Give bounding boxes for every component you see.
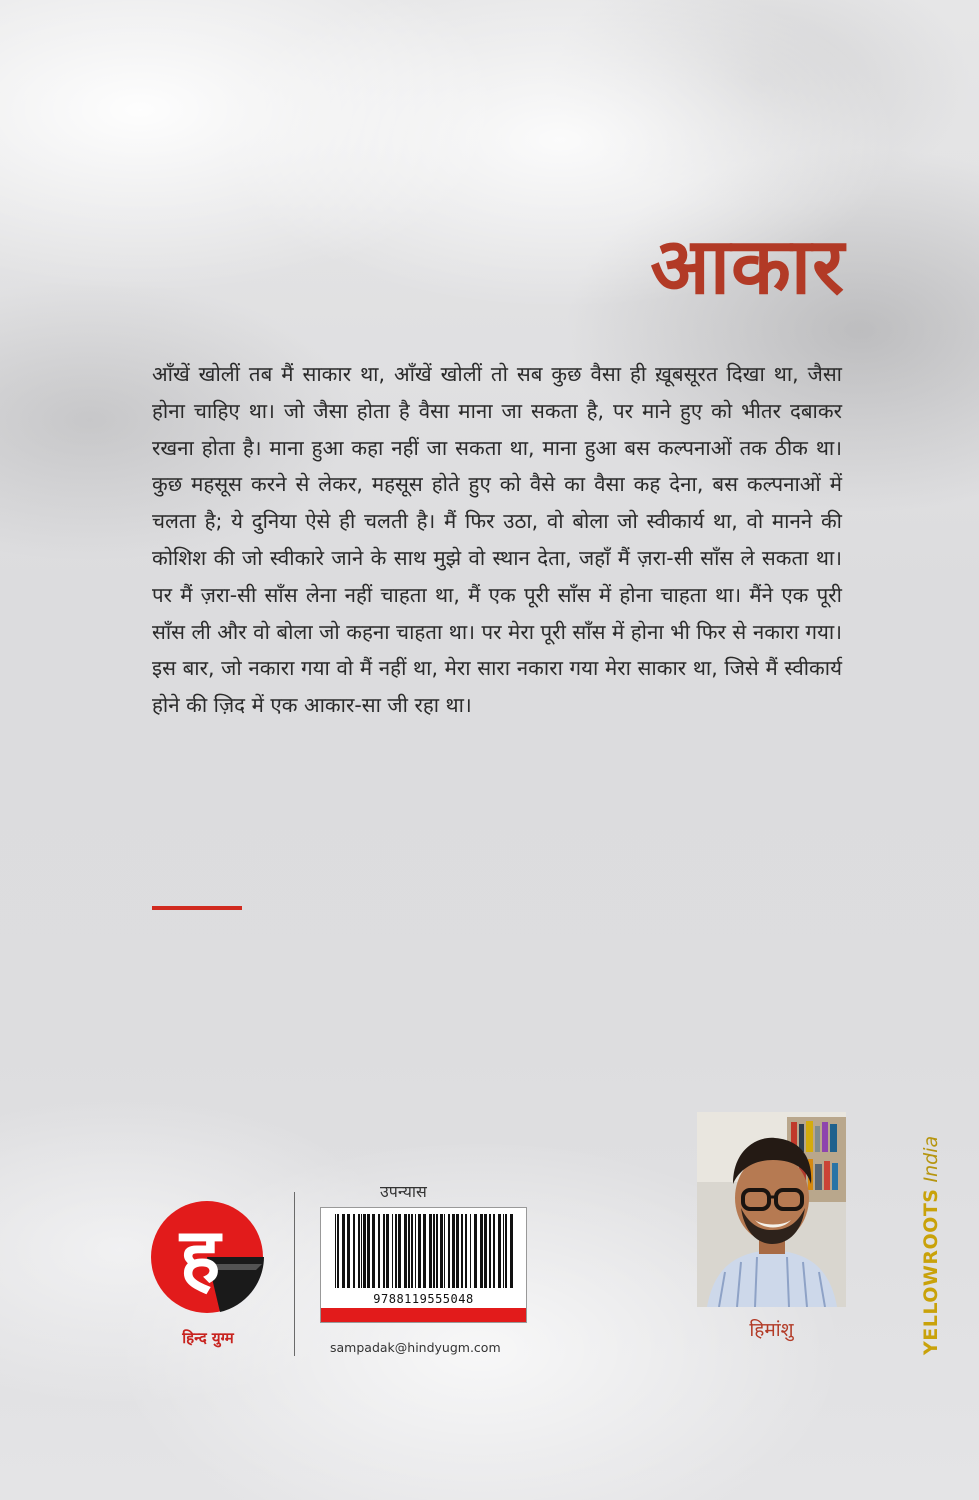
publisher-name: हिन्द युग्म — [182, 1329, 234, 1347]
publisher-logo-mark — [150, 1200, 264, 1314]
isbn-number: 9788119555048 — [373, 1292, 474, 1306]
imprint-name: YELLOWROOTS — [920, 1188, 942, 1355]
imprint-label — [920, 1136, 942, 1355]
author-photo — [697, 1112, 846, 1307]
barcode-red-stripe — [321, 1308, 526, 1322]
publisher-logo — [150, 1200, 264, 1314]
author-name: हिमांशु — [749, 1319, 794, 1341]
blurb-text: आँखें खोलीं तब मैं साकार था, आँखें खोलीं तो सब कुछ वैसा ही ख़ूबसूरत दिखा था, जैसा होना चाहिए था। जो जैसा होता है वैसा माना जा सकता है, पर माने हुए को भीतर दबाकर रखना होता है। माना हुआ कहा नहीं जा सकता था, माना हुआ बस कल्पनाओं तक ठीक था। कुछ महसूस करने से लेकर, महसूस होते हुए को वैसे का वैसा कह देना, बस कल्पनाओं में चलता है; ये दुनिया ऐसे ही चलती है। मैं फिर उठा, वो बोला जो स्वीकार्य था, वो मानने की कोशिश की जो स्वीकारे जाने के साथ मुझे वो स्थान देता, जहाँ मैं ज़रा-सी साँस ले सकता था। पर मैं ज़रा-सी साँस लेना नहीं चाहता था, मैं एक पूरी साँस में होना चाहता था। मैंने एक पूरी साँस ली और वो बोला जो कहना चाहता था। पर मेरा पूरी साँस में होना भी फिर से नकारा गया। इस बार, जो नकारा गया वो मैं नहीं था, मेरा सारा नकारा गया मेरा साकार था, जिसे मैं स्वीकार्य होने की ज़िद में एक आकार-सा जी रहा था। — [152, 362, 842, 718]
vertical-divider — [294, 1192, 295, 1356]
barcode-bars — [333, 1214, 514, 1290]
barcode — [320, 1207, 527, 1323]
imprint-country: India — [920, 1135, 942, 1183]
publisher-email: sampadak@hindyugm.com — [330, 1340, 501, 1355]
book-title: आकार — [650, 223, 845, 310]
publisher-logo-glyph: ह — [179, 1211, 221, 1300]
genre-label: उपन्यास — [380, 1182, 427, 1201]
author-photo-image — [697, 1112, 846, 1307]
red-divider — [152, 906, 242, 910]
